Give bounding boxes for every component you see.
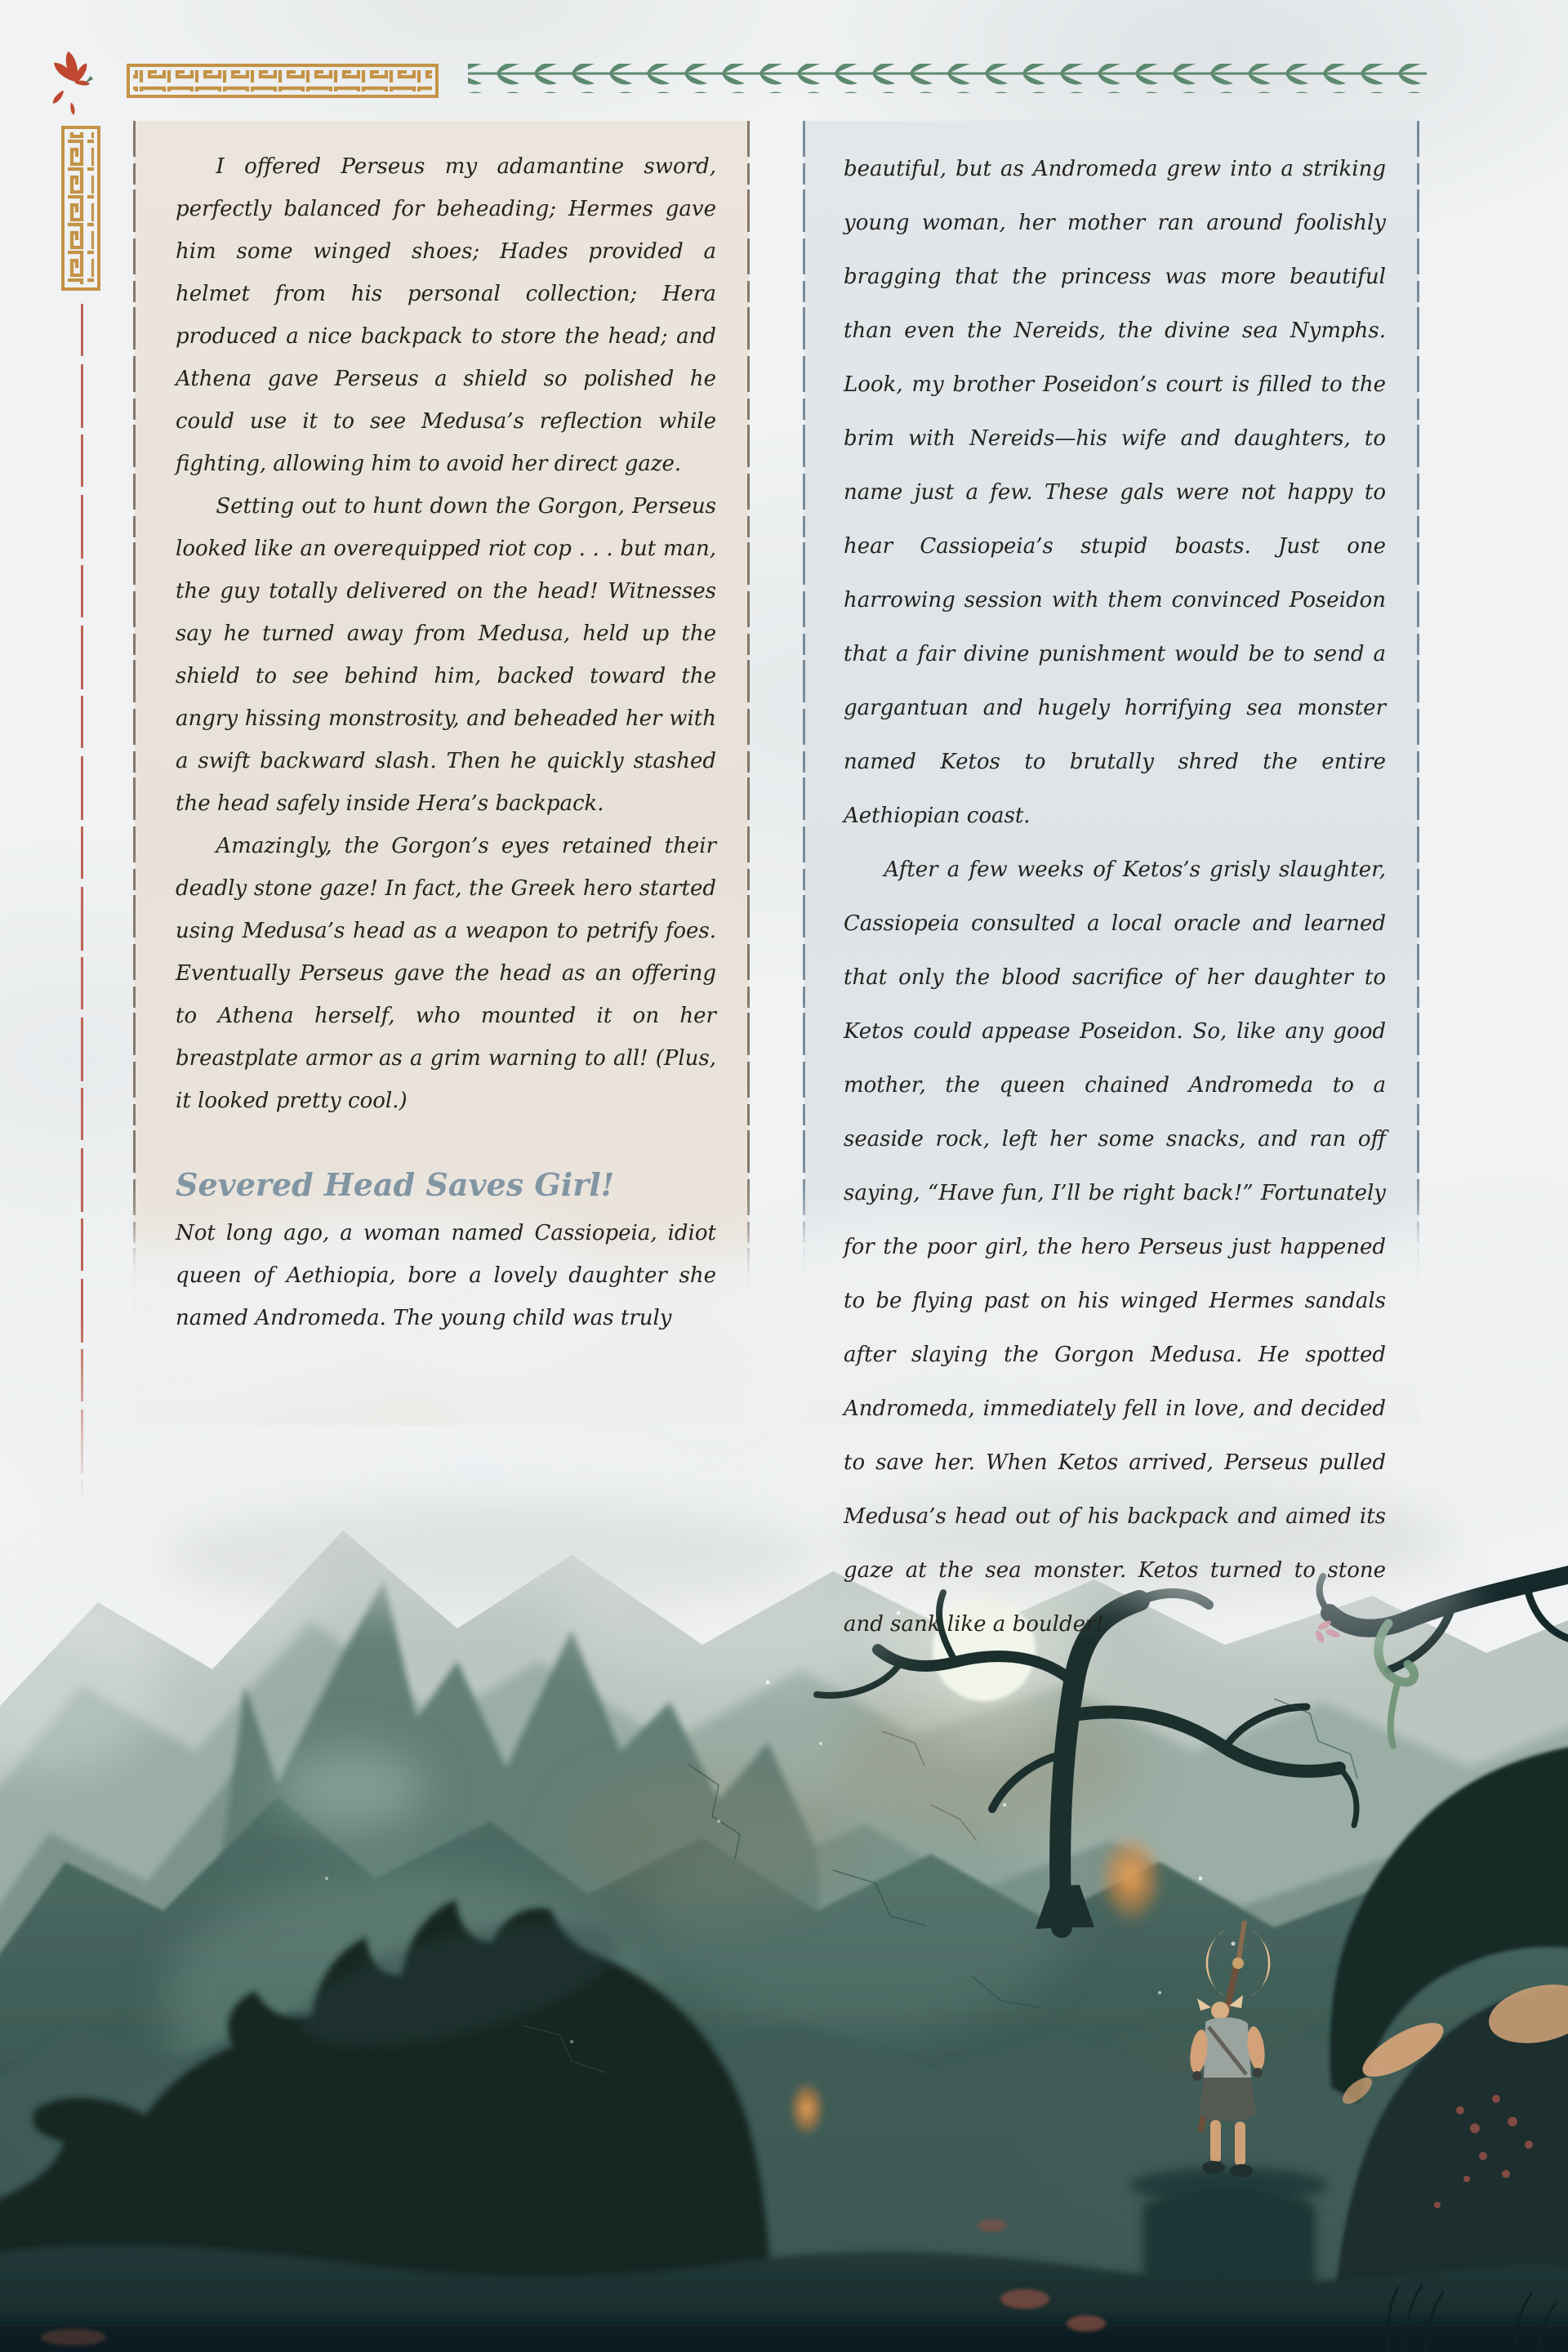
right-text-column [804, 121, 1419, 1651]
paragraph: Not long ago, a woman named Cassiopeia, idiot queen of Aethiopia, bore a lovely daughter she named Andromeda. The young child was truly [176, 1221, 716, 1330]
center-ember [789, 2081, 825, 2136]
foreground-shadow [0, 2324, 1568, 2352]
paragraph: Amazingly, the Gorgon’s eyes retained their deadly stone gaze! In fact, the Greek hero started using Medusa’s head as a weapon to petrify foes. Eventually Perseus gave the head as an offering to Athena herself, who mounted it on her breastplate armor as a grim warning to all! (Plus, it looked pretty cool.) [176, 834, 716, 1113]
red-sprig-ornament-icon [51, 51, 93, 116]
tree-ember [1098, 1833, 1164, 1924]
paragraph: Setting out to hunt down the Gorgon, Perseus looked like an overequipped riot cop . . . but man, the guy totally delivered on the head! Witnesses say he turned away from Medusa, held up the shield to see behind him, backed toward the angry hissing monstrosity, and beheaded her with a swift backward slash. Then he quickly stashed the head safely inside Hera’s backpack. [176, 494, 716, 816]
section-heading: Severed Head Saves Girl! [176, 1166, 615, 1203]
margin-red-rule [81, 304, 83, 1503]
left-text-column [135, 121, 749, 1339]
paragraph: beautiful, but as Andromeda grew into a striking young woman, her mother ran around foolishly bragging that the princess was more beautiful than even the Nereids, the divine sea Nymphs. Look, my brother Poseidon’s court is filled to the brim with Nereids—his wife and daughters, to name just a few. These gals were not happy to hear Cassiopeia’s stupid boasts. Just one harrowing session with them convinced Poseidon that a fair divine punishment would be to send a gargantuan and hugely horrifying sea monster named Ketos to brutally shred the entire Aethiopian coast. [844, 157, 1386, 828]
paragraph: I offered Perseus my adamantine sword, perfectly balanced for beheading; Hermes gave him some winged shoes; Hades provided a helmet from his personal collection; Hera produced a nice backpack to store the head; and Athena gave Perseus a shield so polished he could use it to see Medusa’s reflection while fighting, allowing him to avoid her direct gaze. [176, 154, 716, 476]
laurel-vine-border [468, 64, 1427, 93]
greek-key-top-border [128, 65, 437, 96]
paragraph: After a few weeks of Ketos’s grisly slaughter, Cassiopeia consulted a local oracle and learned that only the blood sacrifice of her daughter to Ketos could appease Poseidon. So, like any good mother, the queen chained Andromeda to a seaside rock, left her some snacks, and ran off saying, “Have fun, I’ll be right back!” Fortunately for the poor girl, the hero Perseus just happened to be flying past on his winged Hermes sandals after slaying the Gorgon Medusa. He spotted Andromeda, immediately fell in love, and decided to save her. When Ketos arrived, Perseus pulled Medusa’s head out of his backpack and aimed its gaze at the sea monster. Ketos turned to stone and sank like a boulder! [844, 858, 1386, 1637]
sprig-leaf-icon [85, 76, 93, 83]
greek-key-side-border [63, 127, 99, 289]
